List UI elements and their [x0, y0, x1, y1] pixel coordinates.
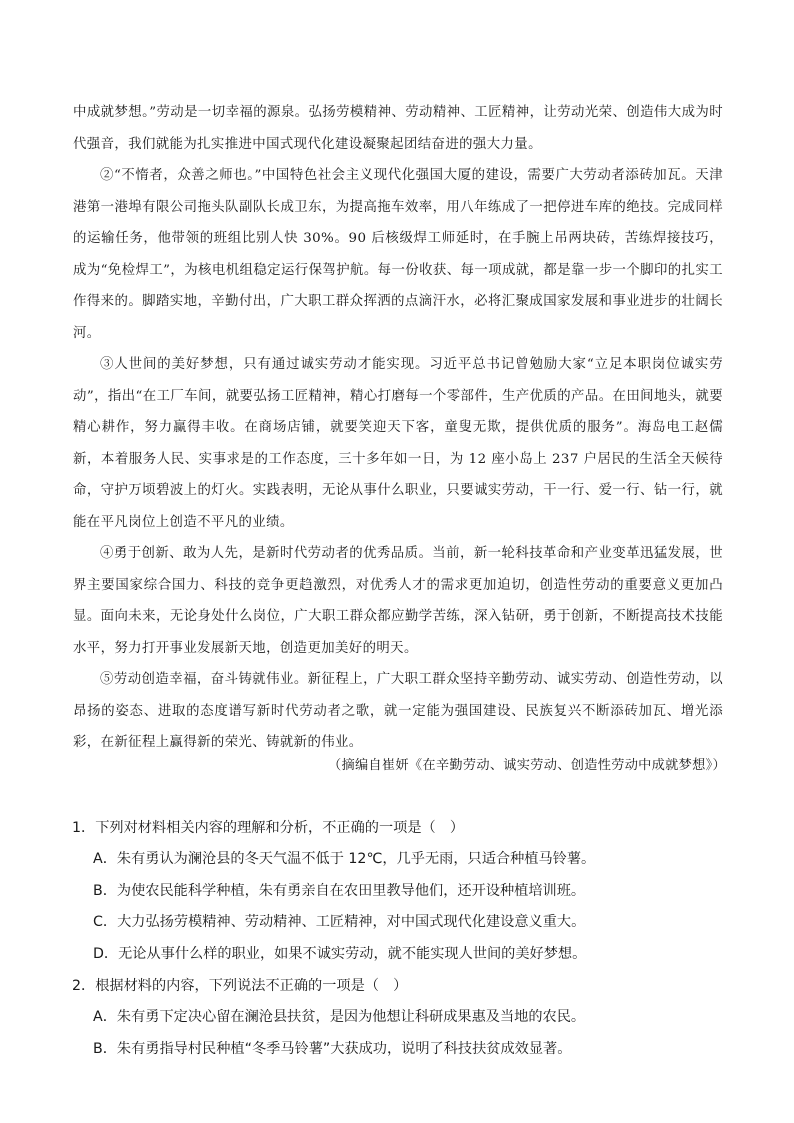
- question-2: [72, 970, 732, 1065]
- passage-source: （摘编自崔妍《在辛勤劳动、诚实劳动、创造性劳动中成就梦想》）: [327, 758, 726, 773]
- reading-passage: [73, 97, 723, 759]
- question-1-stem: 1．下列对材料相关内容的理解和分析，不正确的一项是（ ）: [72, 820, 465, 836]
- question-1-option-c: C．大力弘扬劳模精神、劳动精神、工匠精神，对中国式现代化建设意义重大。: [93, 914, 586, 930]
- question-1: [72, 812, 732, 970]
- question-2-stem: 2．根据材料的内容，下列说法不正确的一项是（ ）: [72, 978, 408, 994]
- passage-paragraph-continued: 中成就梦想。”劳动是一切幸福的源泉。弘扬劳模精神、劳动精神、工匠精神，让劳动光荣、创造伟大成为时代强音，我们就能为扎实推进中国式现代化建设凝聚起团结奋进的强大力量。: [73, 105, 723, 152]
- question-1-option-a: A．朱有勇认为澜沧县的冬天气温不低于 12℃，几乎无雨，只适合种植马铃薯。: [93, 851, 596, 867]
- passage-paragraph-5: ⑤劳动创造幸福，奋斗铸就伟业。新征程上，广大职工群众坚持辛勤劳动、诚实劳动、创造性劳动，以昂扬的姿态、进取的态度谱写新时代劳动者之歌，就一定能为强国建设、民族复兴不断添砖加瓦、增光添彩，在新征程上赢得新的荣光、铸就新的伟业。: [73, 672, 723, 750]
- question-2-option-b: B．朱有勇指导村民种植“冬季马铃薯”大获成功，说明了科技扶贫成效显著。: [93, 1040, 572, 1057]
- passage-paragraph-2: ②“不惰者，众善之师也。”中国特色社会主义现代化强国大厦的建设，需要广大劳动者添砖加瓦。天津港第一港埠有限公司拖头队副队长成卫东，为提高拖车效率，用八年练成了一把停进车库的绝技。完成同样的运输任务，他带领的班组比别人快 30%。90 后核级焊工师延时，在手腕上吊两块砖，苦练焊接技巧，成为“免检焊工”，为核电机组稳定运行保驾护航。每一份收获、每一项成就，都是靠一步一个脚印的扎实工作得来的。脚踏实地，辛勤付出，广大职工群众挥洒的点滴汗水，必将汇聚成国家发展和事业进步的壮阔长河。: [73, 168, 723, 341]
- question-2-option-a: A．朱有勇下定决心留在澜沧县扶贫，是因为他想让科研成果惠及当地的农民。: [93, 1009, 586, 1025]
- question-1-option-b: B．为使农民能科学种植，朱有勇亲自在农田里教导他们，还开设种植培训班。: [93, 882, 586, 899]
- passage-paragraph-3: ③人世间的美好梦想，只有通过诚实劳动才能实现。习近平总书记曾勉励大家“立足本职岗位诚实劳动”，指出“在工厂车间，就要弘扬工匠精神，精心打磨每一个零部件，生产优质的产品。在田间地头，就要精心耕作，努力赢得丰收。在商场店铺，就要笑迎天下客，童叟无欺，提供优质的服务”。海岛电工赵儒新，本着服务人民、实事求是的工作态度，三十多年如一日，为 12 座小岛上 237 户居民的生活全天候待命，守护万顷碧波上的灯火。实践表明，无论从事什么职业，只要诚实劳动，干一行、爱一行、钻一行，就能在平凡岗位上创造不平凡的业绩。: [73, 357, 723, 530]
- question-list: [72, 812, 732, 1065]
- passage-paragraph-4: ④勇于创新、敢为人先，是新时代劳动者的优秀品质。当前，新一轮科技革命和产业变革迅猛发展，世界主要国家综合国力、科技的竞争更趋激烈，对优秀人才的需求更加迫切，创造性劳动的重要意义更加凸显。面向未来，无论身处什么岗位，广大职工群众都应勤学苦练，深入钻研，勇于创新，不断提高技术技能水平，努力打开事业发展新天地，创造更加美好的明天。: [73, 546, 723, 656]
- question-1-option-d: D．无论从事什么样的职业，如果不诚实劳动，就不能实现人世间的美好梦想。: [93, 945, 587, 962]
